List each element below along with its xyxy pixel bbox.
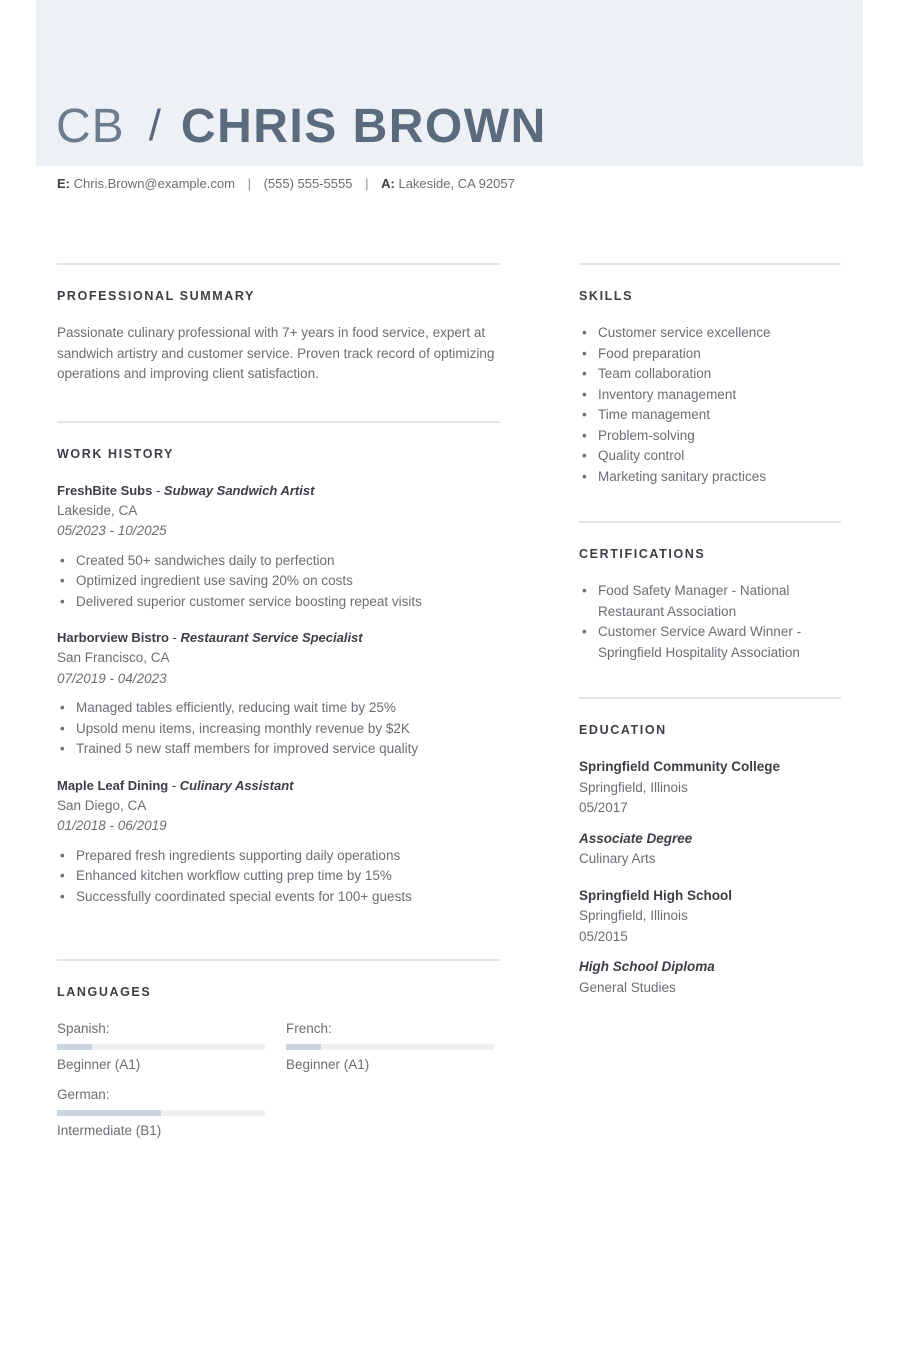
job-bullet: • Enhanced kitchen workflow cutting prep time by 15%: [57, 866, 500, 887]
job-role: Restaurant Service Specialist: [180, 630, 363, 645]
section-divider: [57, 959, 500, 961]
section-divider: [579, 697, 841, 699]
skills-section: [579, 263, 841, 487]
education-degree: Associate Degree: [579, 830, 693, 846]
education-location: Springfield, Illinois: [579, 908, 688, 923]
skills-title: SKILLS: [579, 289, 634, 303]
job-company: Maple Leaf Dining: [57, 777, 169, 793]
language-name: French:: [286, 1021, 332, 1036]
phone[interactable]: (555) 555-5555: [263, 176, 353, 191]
contact-separator: |: [247, 176, 251, 191]
certification-item: • Customer Service Award Winner - Springfield Hospitality Association: [579, 622, 841, 663]
job-bullet: • Optimized ingredient use saving 20% on costs: [57, 571, 500, 592]
education-school: Springfield Community College: [579, 759, 781, 774]
job-role: Culinary Assistant: [179, 777, 294, 793]
job-bullet: • Trained 5 new staff members for improved service quality: [57, 739, 500, 760]
education-degree: High School Diploma: [579, 959, 715, 974]
language-bar-fill: [57, 1110, 161, 1116]
languages-section: [57, 959, 500, 1141]
skill-item: • Problem-solving: [579, 426, 841, 447]
job-entry: [57, 628, 500, 760]
job-bullet: • Upsold menu items, increasing monthly revenue by $2K: [57, 719, 500, 740]
job-entry: [57, 481, 500, 613]
education-title: EDUCATION: [579, 723, 667, 737]
skills-list: [579, 323, 841, 487]
job-heading: [57, 628, 500, 648]
language-name: German:: [57, 1087, 110, 1102]
section-divider: [57, 263, 500, 265]
skill-item: • Quality control: [579, 446, 841, 467]
job-location: San Diego, CA: [57, 797, 147, 813]
education-date: 05/2017: [579, 800, 628, 815]
name-line: [56, 96, 547, 156]
job-dash: -: [168, 777, 180, 793]
job-company: FreshBite Subs: [57, 482, 153, 498]
certification-item: • Food Safety Manager - National Restaurant Association: [579, 581, 841, 622]
skill-item: • Customer service excellence: [579, 323, 841, 344]
job-company: Harborview Bistro: [57, 630, 169, 645]
job-bullet: • Managed tables efficiently, reducing wait time by 25%: [57, 698, 500, 719]
skill-item: • Time management: [579, 405, 841, 426]
address: Lakeside, CA 92057: [398, 176, 515, 191]
job-entry: [57, 776, 500, 908]
address-label: A:: [381, 176, 395, 191]
education-entry: [579, 757, 841, 870]
language-item: [57, 1019, 265, 1075]
section-divider: [57, 421, 500, 423]
job-location: San Francisco, CA: [57, 650, 170, 665]
email[interactable]: Chris.Brown@example.com: [73, 176, 235, 191]
left-column: [57, 263, 500, 1141]
skill-item: • Inventory management: [579, 385, 841, 406]
summary-section: [57, 263, 500, 385]
certifications-section: [579, 521, 841, 663]
language-name: Spanish:: [57, 1021, 110, 1036]
summary-title: PROFESSIONAL SUMMARY: [57, 289, 255, 303]
language-item: [57, 1085, 265, 1141]
certifications-title: CERTIFICATIONS: [579, 547, 706, 561]
certifications-list: [579, 581, 841, 663]
skill-item: • Food preparation: [579, 344, 841, 365]
initials: CB: [56, 99, 125, 153]
job-bullet: • Created 50+ sandwiches daily to perfection: [57, 551, 500, 572]
languages-title: LANGUAGES: [57, 985, 152, 999]
language-bar: [57, 1044, 265, 1050]
job-dates: 01/2018 - 06/2019: [57, 818, 167, 833]
contact-separator: |: [365, 176, 369, 191]
job-dates: 05/2023 - 10/2025: [57, 523, 167, 538]
job-dash: -: [168, 630, 181, 645]
job-role: Subway Sandwich Artist: [163, 482, 315, 498]
email-label: E:: [57, 176, 70, 191]
education-date: 05/2015: [579, 928, 628, 944]
job-location: Lakeside, CA: [57, 502, 138, 518]
skill-item: • Team collaboration: [579, 364, 841, 385]
job-heading: [57, 481, 500, 501]
education-field: Culinary Arts: [579, 851, 656, 866]
language-level: Intermediate (B1): [57, 1123, 162, 1138]
language-bar-fill: [57, 1044, 92, 1050]
job-bullet: • Prepared fresh ingredients supporting daily operations: [57, 846, 500, 867]
section-divider: [579, 521, 841, 523]
job-bullets: [57, 698, 500, 760]
full-name: CHRIS BROWN: [180, 99, 547, 153]
languages-grid: [57, 1019, 500, 1141]
language-item: [286, 1019, 494, 1075]
job-bullets: [57, 846, 500, 908]
job-bullet: • Delivered superior customer service boosting repeat visits: [57, 592, 500, 613]
education-section: [579, 697, 841, 998]
language-level: Beginner (A1): [286, 1057, 370, 1072]
section-divider: [579, 263, 841, 265]
job-bullets: [57, 551, 500, 613]
name-separator: /: [148, 101, 161, 150]
education-school: Springfield High School: [579, 887, 732, 903]
language-bar-fill: [286, 1044, 321, 1050]
skill-item: • Marketing sanitary practices: [579, 467, 841, 488]
job-dates: 07/2019 - 04/2023: [57, 670, 167, 686]
job-dash: -: [152, 482, 164, 498]
contact-line: [57, 176, 515, 191]
education-location: Springfield, Illinois: [579, 779, 688, 795]
work-title: WORK HISTORY: [57, 446, 175, 461]
job-heading: [57, 776, 500, 796]
education-field: General Studies: [579, 979, 676, 995]
work-section: [57, 421, 500, 960]
language-level: Beginner (A1): [57, 1057, 141, 1072]
right-column: [579, 263, 841, 1014]
job-bullet: • Successfully coordinated special events for 100+ guests: [57, 887, 500, 908]
summary-text: Passionate culinary professional with 7+ years in food service, expert at sandwich artistry and customer service. Proven track record of optimizing operations and improving client satisfaction.: [57, 325, 495, 381]
language-bar: [286, 1044, 494, 1050]
education-entry: [579, 886, 841, 999]
language-bar: [57, 1110, 265, 1116]
